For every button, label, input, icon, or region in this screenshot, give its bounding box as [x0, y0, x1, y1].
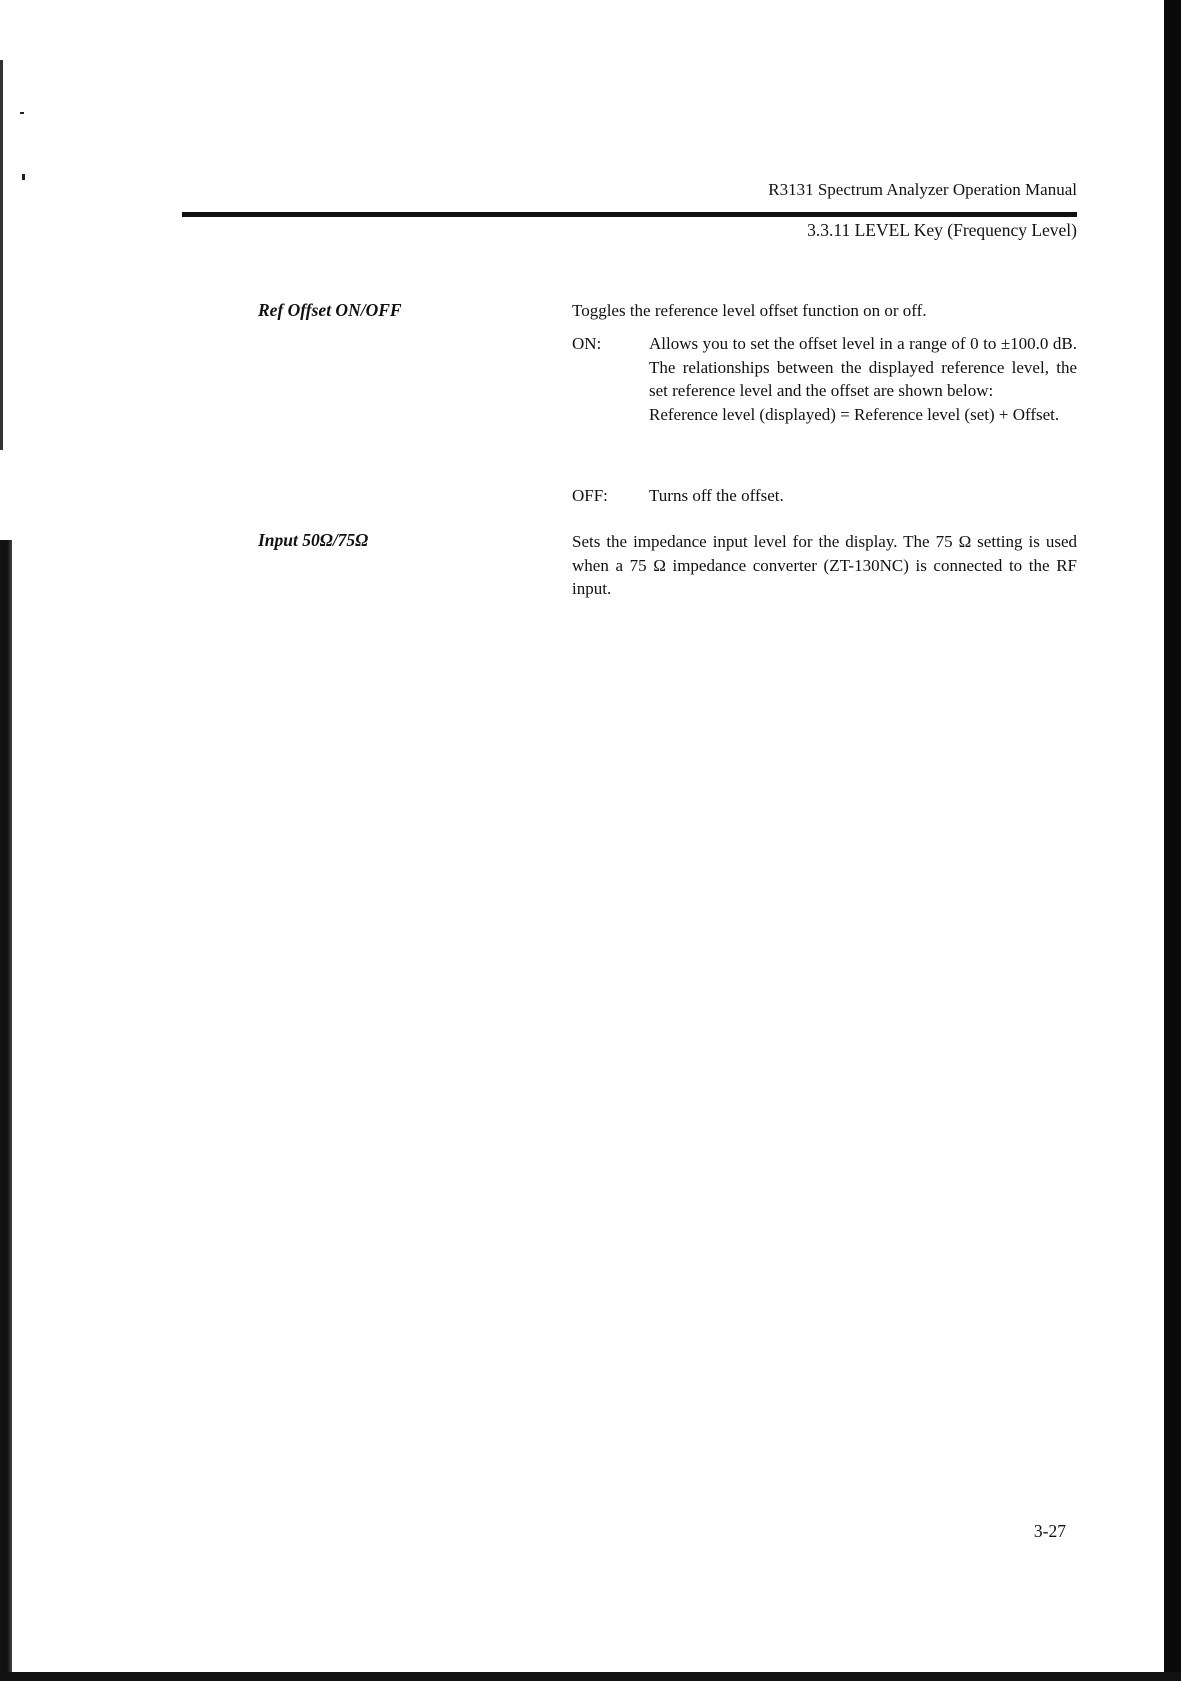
scan-edge-top-left	[0, 60, 3, 450]
scan-edge-left	[0, 540, 12, 1681]
scan-edge-right	[1164, 0, 1181, 1681]
scan-speck	[20, 112, 24, 114]
header-rule	[182, 212, 1077, 217]
scan-speck	[22, 174, 25, 180]
option-on-formula: Reference level (displayed) = Reference level (set) + Offset.	[649, 404, 1060, 424]
option-on-label: ON:	[572, 334, 602, 353]
option-off-label: OFF:	[572, 486, 608, 505]
term-ref-offset: Ref Offset ON/OFF	[258, 300, 402, 320]
section-heading: 3.3.11 LEVEL Key (Frequency Level)	[807, 220, 1077, 240]
page-number: 3-27	[1033, 1521, 1066, 1541]
input-impedance-description: Sets the impedance input level for the display. The 75 Ω setting is used when a 75 Ω impedance converter (ZT-130NC) is connected to the RF input.	[572, 532, 1077, 598]
option-on-text	[649, 332, 1077, 426]
term-input-impedance: Input 50Ω/75Ω	[258, 530, 369, 550]
running-header-title: R3131 Spectrum Analyzer Operation Manual	[768, 180, 1077, 199]
scan-edge-bottom	[0, 1672, 1181, 1681]
option-on-description: Allows you to set the offset level in a range of 0 to ±100.0 dB. The relationships between the displayed reference level, the set reference level and the offset are shown below:	[649, 334, 1077, 400]
ref-offset-description: Toggles the reference level offset function on or off.	[572, 301, 927, 320]
option-off-text: Turns off the offset.	[649, 486, 784, 505]
